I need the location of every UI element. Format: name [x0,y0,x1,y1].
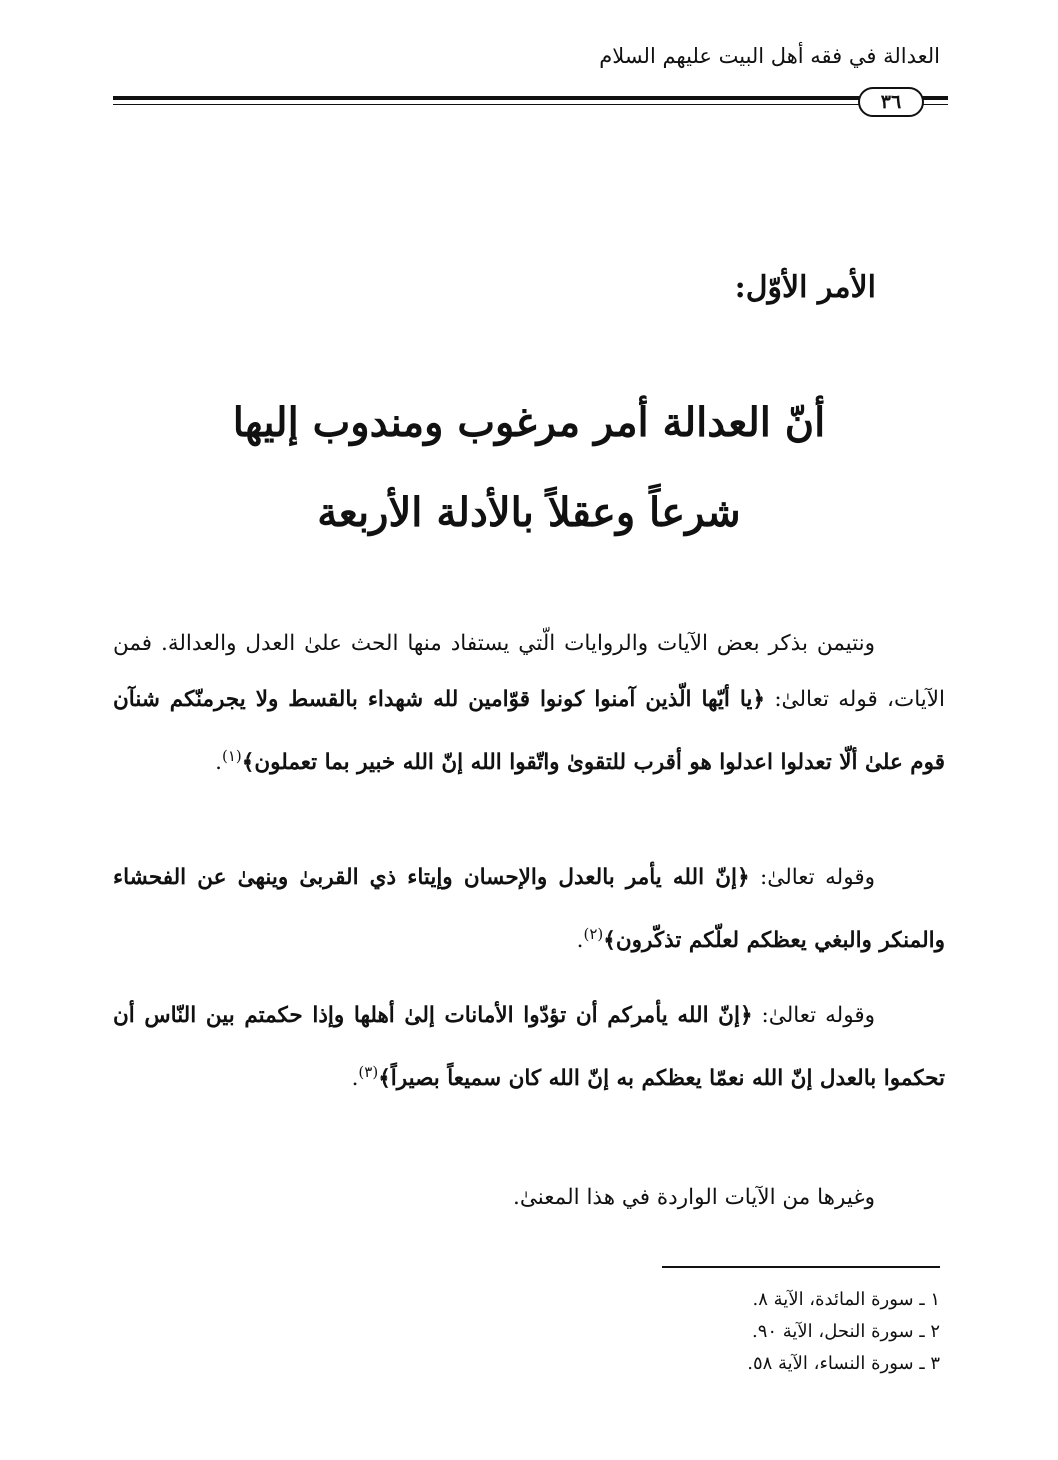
footnotes [747,1284,940,1380]
paragraph-1 [113,616,945,791]
footnote-2: ٢ ـ سورة النحل، الآية ٩٠. [751,1321,940,1342]
chapter-title [120,378,938,558]
footnote-ref-2: (٢) [583,925,604,943]
chapter-title-line-2: شرعاً وعقلاً بالأدلة الأربعة [317,489,741,536]
footnote-ref-3: (٣) [358,1063,379,1081]
page-number-badge: ٣٦ [858,87,924,117]
body-text-4 [113,1170,945,1226]
paragraph-3-intro: وقوله تعالىٰ: [752,1003,875,1028]
header-rule-thin [113,104,948,105]
paragraph-1-intro: ونتيمن بذكر بعض الآيات والروايات الّتي يستفاد منها الحث علىٰ العدل والعدالة. فمن الآيات، قوله تعالىٰ: [113,631,945,712]
footnote-rule [662,1266,940,1268]
paragraph-3 [113,988,945,1107]
paragraph-2-end: . [576,928,584,954]
quran-verse-2: ﴿إنّ الله يأمر بالعدل والإحسان وإيتاء ذي القربىٰ وينهىٰ عن الفحشاء والمنكر والبغي يعظكم لعلّكم تذكّرون﴾ [113,865,945,954]
footnote-ref-1: (١) [221,747,242,765]
quran-verse-1: ﴿يا أيّها الّذين آمنوا كونوا قوّامين لله شهداء بالقسط ولا يجرمنّكم شنآن قوم علىٰ ألّا تعدلوا اعدلوا هو أقرب للتقوىٰ واتّقوا الله إنّ الله خبير بما تعملون﴾ [113,687,945,776]
footnote-1: ١ ـ سورة المائدة، الآية ٨. [752,1289,940,1310]
paragraph-4: وغيرها من الآيات الواردة في هذا المعنىٰ. [513,1185,875,1210]
body-text-2 [113,850,945,969]
footnote-3: ٣ ـ سورة النساء، الآية ٥٨. [747,1353,940,1374]
paragraph-3-end: . [351,1066,359,1092]
body-text [113,616,945,791]
header-rule-thick [113,96,948,100]
paragraph-2-intro: وقوله تعالىٰ: [749,865,875,890]
paragraph-2 [113,850,945,969]
paragraph-1-end: . [215,750,222,776]
chapter-title-line-1: أنّ العدالة أمر مرغوب ومندوب إليها [232,399,826,446]
body-text-3 [113,988,945,1107]
running-header-title: العدالة في فقه أهل البيت عليهم السلام [599,44,940,68]
quran-verse-3: ﴿إنّ الله يأمركم أن تؤدّوا الأمانات إلىٰ أهلها وإذا حكمتم بين النّاس أن تحكموا بالعدل إنّ الله نعمّا يعظكم به إنّ الله كان سميعاً بصيراً﴾ [113,1003,945,1092]
section-label: الأمر الأوّل: [734,270,876,305]
